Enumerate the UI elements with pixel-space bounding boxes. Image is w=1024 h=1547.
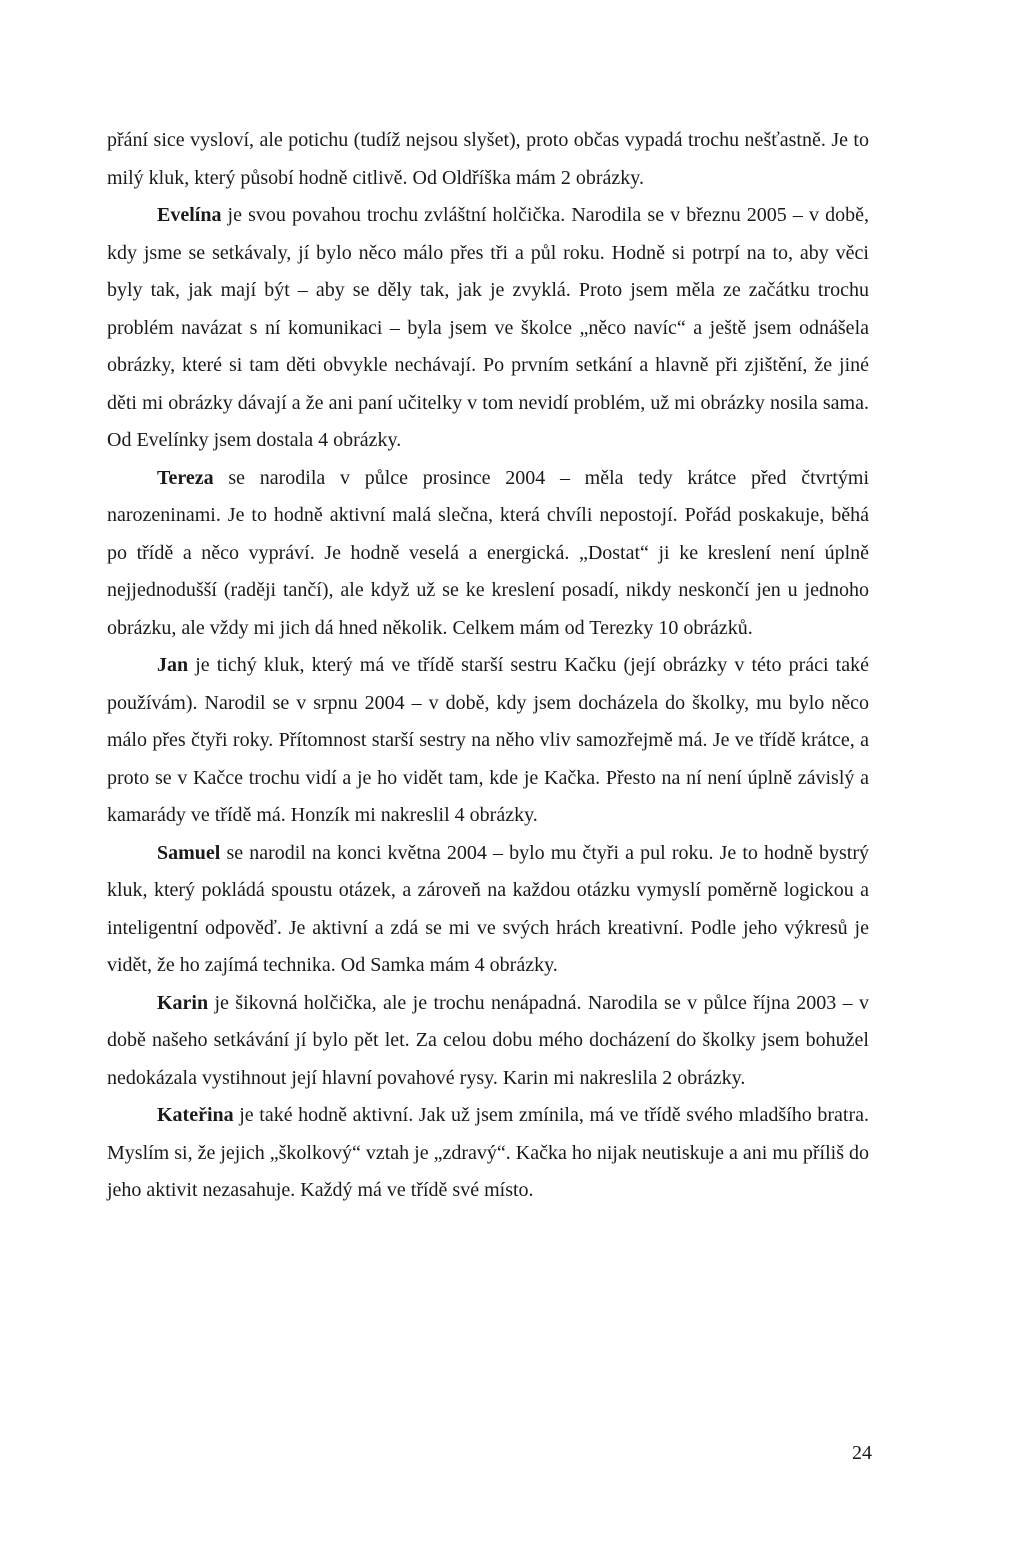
page-number: 24: [852, 1442, 872, 1464]
paragraph-text: je tichý kluk, který má ve třídě starší sestru Kačku (její obrázky v této práci také používám). Narodil se v srpnu 2004 – v době, kdy jsem docházela do školky, mu bylo něco málo přes čtyři roky. Přítomnost starší sestry na něho vliv samozřejmě má. Je ve třídě krátce, a proto se v Kačce trochu vidí a je ho vidět tam, kde je Kačka. Přesto na ní není úplně závislý a kamarády ve třídě má. Honzík mi nakreslil 4 obrázky.: [107, 654, 869, 826]
paragraph-katerina: [107, 1097, 869, 1210]
paragraph-text: je také hodně aktivní. Jak už jsem zmínila, má ve třídě svého mladšího bratra. Myslím si, že jejich „školkový“ vztah je „zdravý“. Kačka ho nijak neutiskuje a ani mu příliš do jeho aktivit nezasahuje. Každý má ve třídě své místo.: [107, 1104, 870, 1201]
paragraph-tereza: [107, 460, 869, 648]
paragraph-jan: [107, 647, 869, 835]
child-name: Kateřina: [157, 1104, 234, 1126]
paragraph-text: je šikovná holčička, ale je trochu nenápadná. Narodila se v půlce října 2003 – v době našeho setkávání jí bylo pět let. Za celou dobu mého docházení do školky jsem bohužel nedokázala vystihnout její hlavní povahové rysy. Karin mi nakreslila 2 obrázky.: [107, 991, 869, 1089]
paragraph-evelina: [107, 197, 869, 460]
paragraph-text: se narodila v půlce prosince 2004 – měla tedy krátce před čtvrtými narozeninami. Je to hodně aktivní malá slečna, která chvíli nepostojí. Pořád poskakuje, běhá po třídě a něco vypráví. Je hodně veselá a energická. „Dostat“ ji ke kreslení není úplně nejjednodušší (raději tančí), ale když už se ke kreslení posadí, nikdy neskončí jen u jednoho obrázku, ale vždy mi jich dá hned několik. Celkem mám od Terezky 10 obrázků.: [107, 466, 869, 639]
child-name: Tereza: [157, 466, 214, 489]
paragraph-continuation: [107, 122, 869, 197]
paragraph-text: je svou povahou trochu zvláštní holčička. Narodila se v březnu 2005 – v době, kdy jsme se setkávaly, jí bylo něco málo přes tři a půl roku. Hodně si potrpí na to, aby věci byly tak, jak mají být – aby se děly tak, jak je zvyklá. Proto jsem měla ze začátku trochu problém navázat s ní komunikaci – byla jsem ve školce „něco navíc“ a ještě jsem odnášela obrázky, které si tam děti obvykle nechávají. Po prvním setkání a hlavně při zjištění, že jiné děti mi obrázky dávají a že ani paní učitelky v tom nevidí problém, už mi obrázky nosila sama. Od Evelínky jsem dostala 4 obrázky.: [107, 204, 869, 451]
child-name: Samuel: [157, 841, 221, 864]
paragraph-samuel: [107, 835, 869, 985]
paragraph-karin: [107, 985, 869, 1098]
child-name: Jan: [157, 654, 189, 676]
child-name: Karin: [157, 991, 209, 1014]
paragraph-text: přání sice vysloví, ale potichu (tudíž nejsou slyšet), proto občas vypadá trochu nešťastně. Je to milý kluk, který působí hodně citlivě. Od Oldříška mám 2 obrázky.: [107, 129, 869, 189]
paragraph-text: se narodil na konci května 2004 – bylo mu čtyři a pul roku. Je to hodně bystrý kluk, který pokládá spoustu otázek, a zároveň na každou otázku vymyslí poměrně logickou a inteligentní odpověď. Je aktivní a zdá se mi ve svých hrách kreativní. Podle jeho výkresů je vidět, že ho zajímá technika. Od Samka mám 4 obrázky.: [107, 841, 869, 976]
child-name: Evelína: [157, 204, 222, 226]
document-page: [107, 122, 869, 1210]
